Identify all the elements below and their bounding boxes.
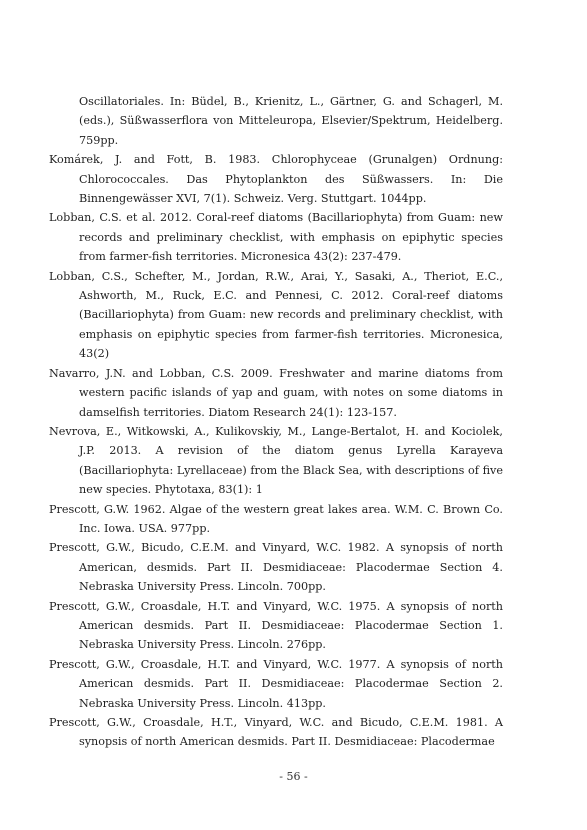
reference-list [49, 92, 503, 752]
reference-entry: Prescott, G.W. 1962. Algae of the western great lakes area. W.M. C. Brown Co. Inc. Iowa. USA. 977pp. [49, 502, 503, 535]
reference-entry: Prescott, G.W., Bicudo, C.E.M. and Vinyard, W.C. 1982. A synopsis of north American, desmids. Part II. Desmidiaceae: Placodermae Section 4. Nebraska University Press. Lincoln. 700pp. [49, 541, 503, 594]
reference-entry: Lobban, C.S. et al. 2012. Coral-reef diatoms (Bacillariophyta) from Guam: new records and preliminary checklist, with emphasis on epiphytic species from farmer-fish territories. Micronesica 43(2): 237-479. [49, 211, 503, 264]
page-number: - 56 - [279, 770, 308, 783]
reference-entry: Prescott, G.W., Croasdale, H.T., Vinyard, W.C. and Bicudo, C.E.M. 1981. A synopsis of north American desmids. Part II. Desmidiaceae: Placodermae [49, 716, 503, 749]
reference-entry: Lobban, C.S., Schefter, M., Jordan, R.W., Arai, Y., Sasaki, A., Theriot, E.C., Ashworth, M., Ruck, E.C. and Pennesi, C. 2012. Coral-reef diatoms (Bacillariophyta) from Guam: new records and preliminary checklist, with emphasis on epiphytic species from farmer-fish territories. Micronesica, 43(2) [49, 269, 503, 361]
reference-entry: Komárek, J. and Fott, B. 1983. Chlorophyceae (Grunalgen) Ordnung: Chlorococcales. Das Phytoplankton des Süßwassers. In: Die Binnengewässer XVI, 7(1). Schweiz. Verg. Stuttgart. 1044pp. [49, 153, 503, 206]
reference-entry: Prescott, G.W., Croasdale, H.T. and Vinyard, W.C. 1977. A synopsis of north American desmids. Part II. Desmidiaceae: Placodermae Section 2. Nebraska University Press. Lincoln. 413pp. [49, 657, 503, 710]
reference-entry: Prescott, G.W., Croasdale, H.T. and Vinyard, W.C. 1975. A synopsis of north American desmids. Part II. Desmidiaceae: Placodermae Section 1. Nebraska University Press. Lincoln. 276pp. [49, 599, 503, 652]
reference-entry: Navarro, J.N. and Lobban, C.S. 2009. Freshwater and marine diatoms from western pacific islands of yap and guam, with notes on some diatoms in damselfish territories. Diatom Research 24(1): 123-157. [49, 366, 503, 419]
reference-entry: Oscillatoriales. In: Büdel, B., Krienitz, L., Gärtner, G. and Schagerl, M. (eds.), Süßwasserflora von Mitteleuropa, Elsevier/Spektrum, Heidelberg. 759pp. [79, 95, 503, 147]
reference-entry: Nevrova, E., Witkowski, A., Kulikovskiy, M., Lange-Bertalot, H. and Kociolek, J.P. 2013. A revision of the diatom genus Lyrella Karayeva (Bacillariophyta: Lyrellaceae) from the Black Sea, with descriptions of five new species. Phytotaxa, 83(1): 1 [49, 424, 503, 497]
